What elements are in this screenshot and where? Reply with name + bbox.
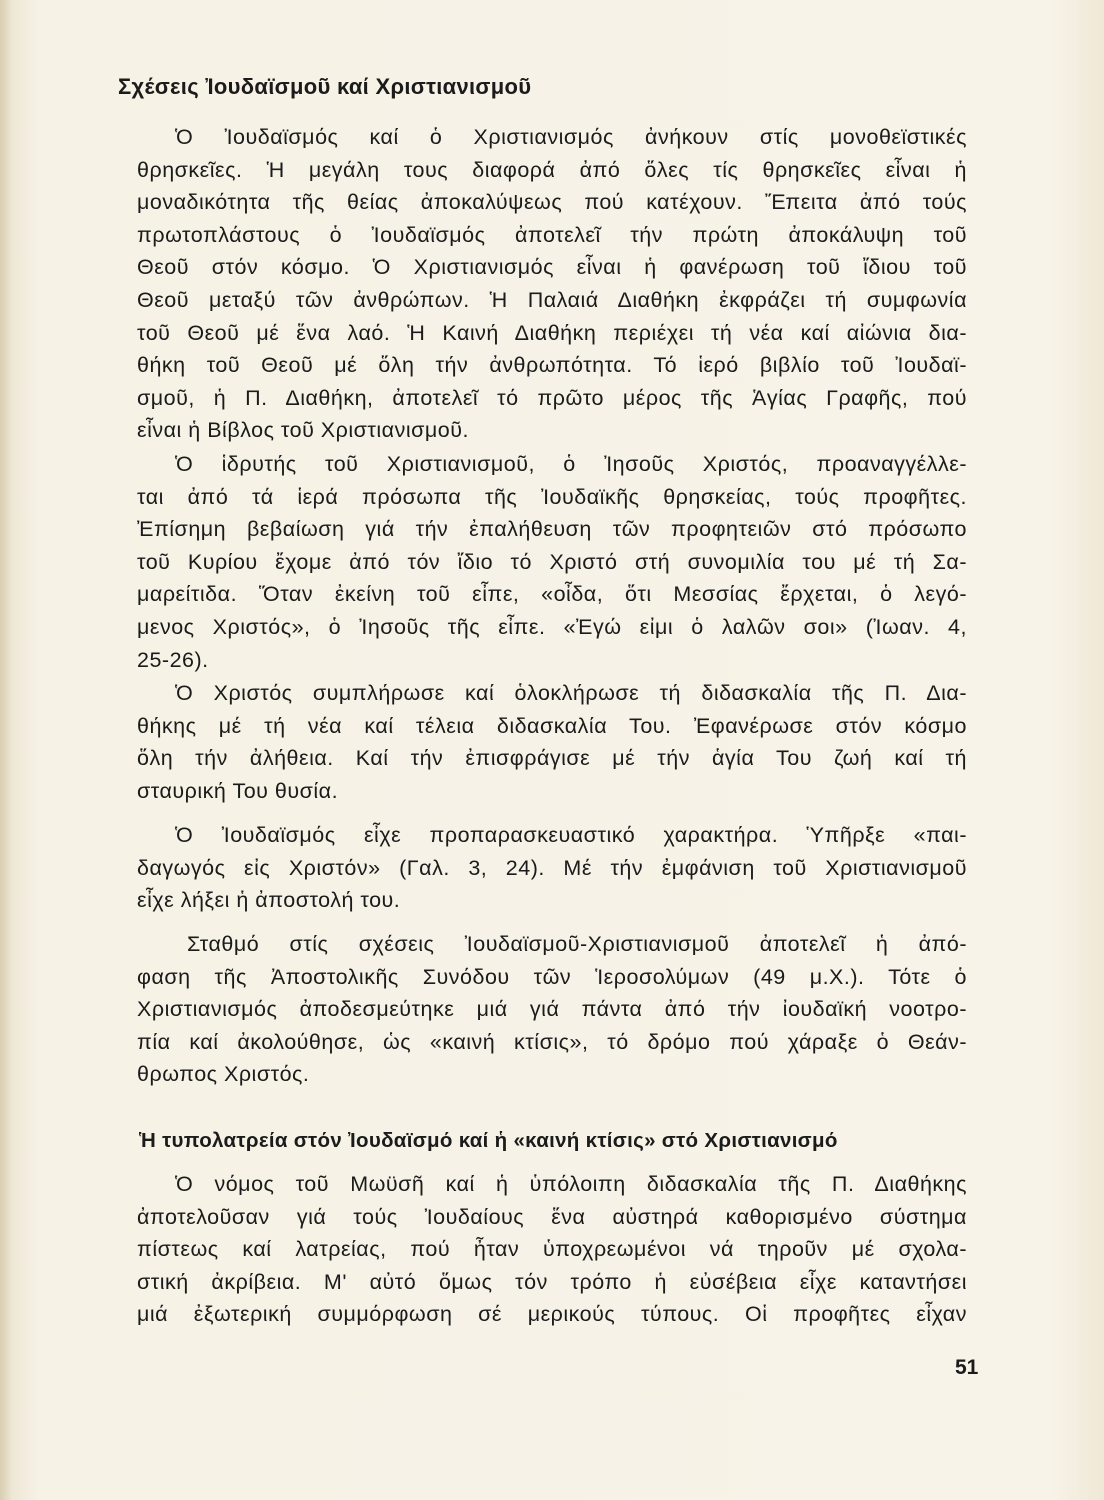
paragraph-2 — [137, 448, 967, 676]
text-line: θήκης μέ τή νέα καί τέλεια διδασκαλία Του. Ἐφανέρωσε στόν κόσμο — [137, 713, 967, 738]
text-line: Χριστιανισμός ἀποδεσμεύτηκε μιά γιά πάντα ἀπό τήν ἰουδαϊκή νοοτρο- — [137, 997, 967, 1022]
text-line: Ὁ Ἰουδαϊσμός καί ὁ Χριστιανισμός ἀνήκουν στίς μονοθεϊστικές — [175, 125, 967, 149]
text-line: θρησκεῖες. Ἡ μεγάλη τους διαφορά ἀπό ὅλες τίς θρησκεῖες εἶναι ἡ — [137, 157, 967, 182]
paragraph-1 — [137, 121, 967, 447]
text-line: εἶναι ἡ Βίβλος τοῦ Χριστιανισμοῦ. — [137, 418, 469, 443]
paragraph-4 — [137, 819, 967, 917]
text-line: σταυρική Του θυσία. — [137, 778, 339, 803]
text-line: πία καί ἀκολούθησε, ὡς «καινή κτίσις», τό δρόμο πού χάραξε ὁ Θεάν- — [137, 1029, 967, 1054]
page-number: 51 — [955, 1356, 979, 1379]
page-binding-shadow — [0, 0, 12, 1500]
text-line: στική ἀκρίβεια. Μ' αὐτό ὅμως τόν τρόπο ἡ εὐσέβεια εἶχε καταντήσει — [137, 1269, 967, 1294]
text-line: πρωτοπλάστους ὁ Ἰουδαϊσμός ἀποτελεῖ τήν πρώτη ἀποκάλυψη τοῦ — [137, 222, 967, 247]
paragraph-5 — [137, 928, 967, 1091]
text-line: φαση τῆς Ἀποστολικῆς Συνόδου τῶν Ἱεροσολύμων (49 μ.Χ.). Τότε ὁ — [137, 964, 967, 989]
text-line: δαγωγός εἰς Χριστόν» (Γαλ. 3, 24). Μέ τήν ἐμφάνιση τοῦ Χριστιανισμοῦ — [137, 855, 967, 880]
text-line: τοῦ Θεοῦ μέ ἕνα λαό. Ἡ Καινή Διαθήκη περιέχει τή νέα καί αἰώνια δια- — [137, 320, 967, 345]
text-line: Ἐπίσημη βεβαίωση γιά τήν ἐπαλήθευση τῶν προφητειῶν στό πρόσωπο — [137, 517, 967, 542]
text-line: 25-26). — [137, 647, 209, 672]
text-line: ται ἀπό τά ἱερά πρόσωπα τῆς Ἰουδαϊκῆς θρησκείας, τούς προφῆτες. — [137, 484, 967, 509]
text-line: Ὁ Χριστός συμπλήρωσε καί ὁλοκλήρωσε τή διδασκαλία τῆς Π. Δια- — [175, 681, 967, 705]
paragraph-3 — [137, 677, 967, 807]
section-heading-ritualism: Ἡ τυπολατρεία στόν Ἰουδαϊσμό καί ἡ «καινή κτίσις» στό Χριστιανισμό — [139, 1129, 838, 1152]
text-line: σμοῦ, ἡ Π. Διαθήκη, ἀποτελεῖ τό πρῶτο μέρος τῆς Ἁγίας Γραφῆς, πού — [137, 385, 967, 410]
paragraph-6 — [137, 1168, 967, 1331]
text-line: θήκη τοῦ Θεοῦ μέ ὅλη τήν ἀνθρωπότητα. Τό ἱερό βιβλίο τοῦ Ἰουδαϊ- — [137, 353, 967, 378]
text-line: Ὁ ἱδρυτής τοῦ Χριστιανισμοῦ, ὁ Ἰησοῦς Χριστός, προαναγγέλλε- — [175, 452, 967, 476]
text-line: μαρείτιδα. Ὅταν ἐκείνη τοῦ εἶπε, «οἶδα, ὅτι Μεσσίας ἔρχεται, ὁ λεγό- — [137, 582, 967, 607]
text-line: πίστεως καί λατρείας, πού ἦταν ὑποχρεωμένοι νά τηροῦν μέ σχολα- — [137, 1237, 967, 1262]
text-line: Σταθμό στίς σχέσεις Ἰουδαϊσμοῦ-Χριστιανισμοῦ ἀποτελεῖ ἡ ἀπό- — [187, 932, 967, 956]
text-line: εἶχε λήξει ἡ ἀποστολή του. — [137, 888, 401, 913]
text-line: ἀποτελοῦσαν γιά τούς Ἰουδαίους ἕνα αὐστηρά καθορισμένο σύστημα — [137, 1204, 967, 1229]
text-line: μενος Χριστός», ὁ Ἰησοῦς τῆς εἶπε. «Ἐγώ εἰμι ὁ λαλῶν σοι» (Ἰωαν. 4, — [137, 614, 967, 639]
text-line: Ὁ νόμος τοῦ Μωϋσῆ καί ἡ ὑπόλοιπη διδασκαλία τῆς Π. Διαθήκης — [175, 1172, 967, 1196]
text-line: Θεοῦ μεταξύ τῶν ἀνθρώπων. Ἡ Παλαιά Διαθήκη ἐκφράζει τή συμφωνία — [137, 287, 967, 312]
text-line: θρωπος Χριστός. — [137, 1062, 310, 1087]
section-heading-relations: Σχέσεις Ἰουδαϊσμοῦ καί Χριστιανισμοῦ — [118, 74, 532, 99]
text-line: τοῦ Κυρίου ἔχομε ἀπό τόν ἴδιο τό Χριστό στή συνομιλία του μέ τή Σα- — [137, 549, 967, 574]
text-line: ὅλη τήν ἀλήθεια. Καί τήν ἐπισφράγισε μέ τήν ἁγία Του ζωή καί τή — [137, 746, 967, 771]
text-line: Ὁ Ἰουδαϊσμός εἶχε προπαρασκευαστικό χαρακτήρα. Ὑπῆρξε «παι- — [175, 823, 967, 847]
text-line: μοναδικότητα τῆς θείας ἀποκαλύψεως πού κατέχουν. Ἔπειτα ἀπό τούς — [137, 190, 967, 215]
text-line: μιά ἐξωτερική συμμόρφωση σέ μερικούς τύπους. Οἱ προφῆτες εἶχαν — [137, 1302, 967, 1327]
text-line: Θεοῦ στόν κόσμο. Ὁ Χριστιανισμός εἶναι ἡ φανέρωση τοῦ ἴδιου τοῦ — [137, 255, 967, 280]
